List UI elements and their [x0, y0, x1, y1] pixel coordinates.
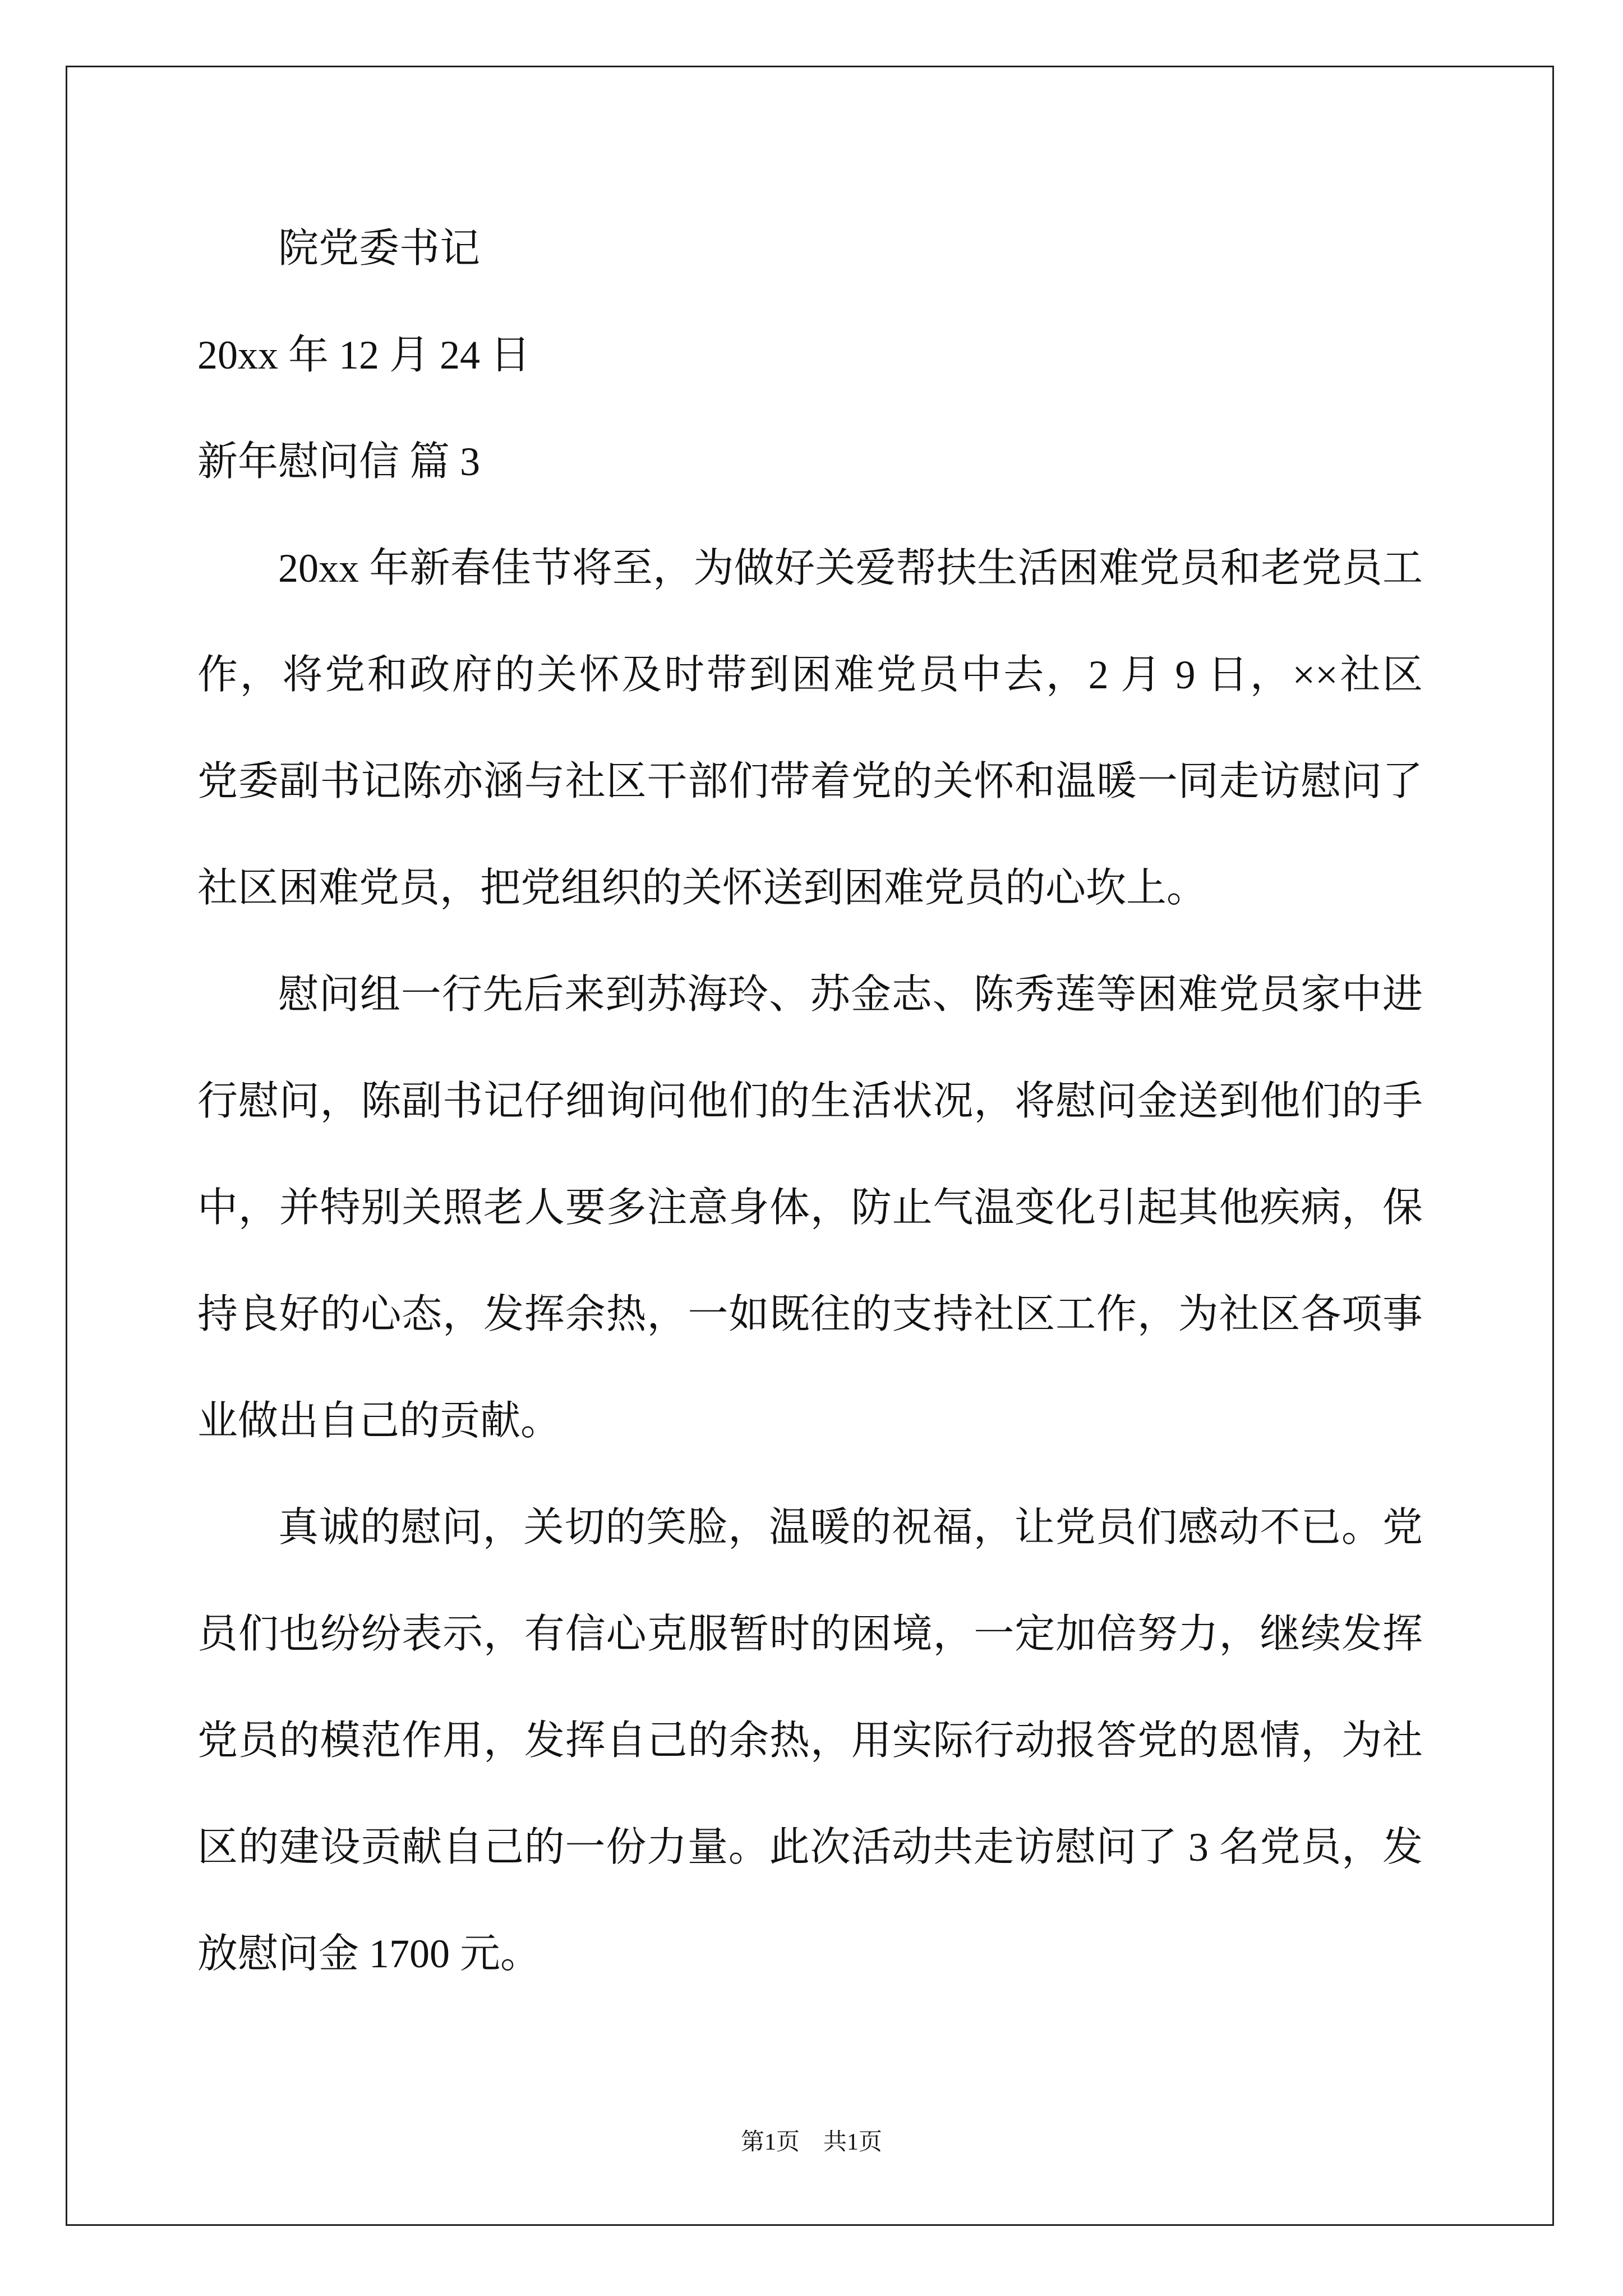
document-body [197, 195, 1423, 2007]
paragraph-line: 员们也纷纷表示，有信心克服暂时的困境，一定加倍努力，继续发挥 [197, 1612, 1423, 1657]
paragraph-line: 中，并特别关照老人要多注意身体，防止气温变化引起其他疾病，保 [197, 1185, 1423, 1230]
page-number-footer: 第1页 共1页 [740, 2129, 882, 2155]
paragraph-line: 党员的模范作用，发挥自己的余热，用实际行动报答党的恩情，为社 [197, 1718, 1423, 1763]
paragraph-line: 慰问组一行先后来到苏海玲、苏金志、陈秀莲等困难党员家中进 [278, 972, 1423, 1017]
paragraph-line: 20xx 年新春佳节将至，为做好关爱帮扶生活困难党员和老党员工 [278, 546, 1423, 591]
signature-signer: 院党委书记 [278, 226, 481, 271]
section-title: 新年慰问信 篇 3 [197, 439, 481, 484]
signature-date: 20xx 年 12 月 24 日 [197, 333, 531, 378]
paragraph-2 [197, 941, 1423, 1474]
paragraph-line: 行慰问，陈副书记仔细询问他们的生活状况，将慰问金送到他们的手 [197, 1079, 1423, 1124]
paragraph-3 [197, 1474, 1423, 2007]
paragraph-line: 放慰问金 1700 元。 [197, 1931, 541, 1976]
paragraph-line: 区的建设贡献自己的一份力量。此次活动共走访慰问了 3 名党员，发 [197, 1825, 1423, 1870]
paragraph-line: 业做出自己的贡献。 [197, 1398, 561, 1443]
paragraph-line: 真诚的慰问，关切的笑脸，温暖的祝福，让党员们感动不已。党 [278, 1505, 1423, 1550]
paragraph-line: 社区困难党员，把党组织的关怀送到困难党员的心坎上。 [197, 866, 1207, 910]
paragraph-1 [197, 515, 1423, 941]
paragraph-line: 党委副书记陈亦涵与社区干部们带着党的关怀和温暖一同走访慰问了 [197, 759, 1423, 804]
paragraph-line: 持良好的心态，发挥余热，一如既往的支持社区工作，为社区各项事 [197, 1292, 1423, 1337]
paragraph-line: 作，将党和政府的关怀及时带到困难党员中去，2 月 9 日，××社区 [197, 652, 1423, 697]
